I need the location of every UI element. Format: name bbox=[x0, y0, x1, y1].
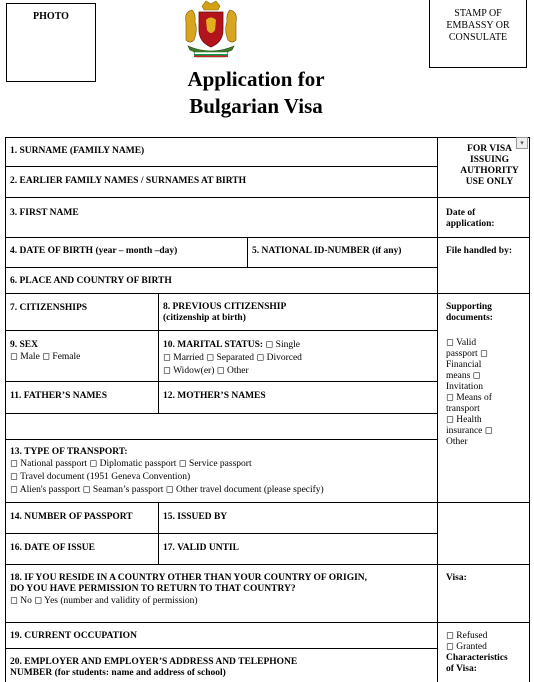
father-names-field[interactable] bbox=[5, 381, 159, 414]
marital-status-label: 10. MARITAL STATUS: bbox=[163, 340, 264, 350]
authority-line-4: USE ONLY bbox=[465, 177, 514, 187]
supporting-documents-cell[interactable] bbox=[437, 293, 530, 503]
granted-option[interactable]: ◻ Granted bbox=[446, 642, 487, 652]
sex-field[interactable] bbox=[5, 330, 159, 382]
valid-until-field[interactable] bbox=[158, 533, 438, 565]
supporting-document-line: insurance ◻ bbox=[446, 426, 493, 436]
supporting-document-line: Financial bbox=[446, 360, 482, 370]
visa-label: Visa: bbox=[446, 573, 467, 583]
supporting-document-line: means ◻ bbox=[446, 371, 481, 381]
supporting-document-line: passport ◻ bbox=[446, 349, 488, 359]
place-of-birth-field[interactable] bbox=[5, 267, 438, 294]
previous-citizenship-sub: (citizenship at birth) bbox=[163, 313, 246, 323]
date-of-application-cell[interactable] bbox=[437, 197, 530, 238]
chevron-down-icon[interactable]: ▾ bbox=[516, 137, 528, 149]
page-title bbox=[150, 66, 362, 120]
supporting-document-line: ◻ Health bbox=[446, 415, 482, 425]
passport-number-label: 14. NUMBER OF PASSPORT bbox=[10, 512, 133, 522]
transport-options-row3[interactable]: ◻ Alien's passport ◻ Seaman’s passport ◻ Other travel document (please specify) bbox=[10, 485, 324, 495]
transport-type-label: 13. TYPE OF TRANSPORT: bbox=[10, 447, 128, 457]
first-name-label: 3. FIRST NAME bbox=[10, 208, 79, 218]
current-occupation-label: 19. CURRENT OCCUPATION bbox=[10, 631, 137, 641]
title-line-1: Application for bbox=[187, 67, 325, 91]
supporting-document-line: ◻ Means of bbox=[446, 393, 492, 403]
supporting-document-line: ◻ Valid bbox=[446, 338, 477, 348]
date-of-application-line1: Date of bbox=[446, 208, 476, 218]
mother-names-label: 12. MOTHER’S NAMES bbox=[163, 391, 266, 401]
title-line-2: Bulgarian Visa bbox=[189, 94, 323, 118]
authority-line-1: FOR VISA bbox=[467, 144, 512, 154]
national-id-field[interactable] bbox=[247, 237, 438, 268]
marital-options-row3[interactable]: ◻ Widow(er) ◻ Other bbox=[163, 366, 249, 376]
sex-label: 9. SEX bbox=[10, 340, 38, 350]
residence-question-line1: 18. IF YOU RESIDE IN A COUNTRY OTHER THAN YOUR COUNTRY OF ORIGIN, bbox=[10, 573, 368, 583]
transport-options-row1[interactable]: ◻ National passport ◻ Diplomatic passport ◻ Service passport bbox=[10, 459, 252, 469]
surname-label: 1. SURNAME (FAMILY NAME) bbox=[10, 146, 145, 156]
authority-blank-cell[interactable] bbox=[437, 502, 530, 565]
issued-by-field[interactable] bbox=[158, 502, 438, 534]
employer-label-line1: 20. EMPLOYER AND EMPLOYER’S ADDRESS AND TELEPHONE bbox=[10, 657, 298, 667]
residence-permission-field[interactable] bbox=[5, 564, 438, 623]
supporting-document-line: Invitation bbox=[446, 382, 483, 392]
photo-label: PHOTO bbox=[33, 11, 69, 22]
characteristics-line2: of Visa: bbox=[446, 664, 477, 674]
photo-box bbox=[6, 3, 96, 82]
earlier-names-label: 2. EARLIER FAMILY NAMES / SURNAMES AT BIRTH bbox=[10, 176, 246, 186]
supporting-documents-line1: Supporting bbox=[446, 302, 492, 312]
supporting-documents-line2: documents: bbox=[446, 313, 493, 323]
file-handled-label: File handled by: bbox=[446, 246, 512, 256]
supporting-document-line: Other bbox=[446, 437, 468, 447]
marital-status-field[interactable] bbox=[158, 330, 438, 382]
national-id-label: 5. NATIONAL ID-NUMBER (if any) bbox=[252, 246, 402, 256]
visa-decision-cell[interactable] bbox=[437, 622, 530, 682]
date-of-issue-label: 16. DATE OF ISSUE bbox=[10, 543, 95, 553]
father-names-label: 11. FATHER’S NAMES bbox=[10, 391, 108, 401]
mother-names-field[interactable] bbox=[158, 381, 438, 414]
residence-question-line2: DO YOU HAVE PERMISSION TO RETURN TO THAT COUNTRY? bbox=[10, 584, 296, 594]
supporting-document-line: transport bbox=[446, 404, 480, 414]
earlier-names-field[interactable] bbox=[5, 166, 438, 198]
authority-line-3: AUTHORITY bbox=[460, 166, 519, 176]
previous-citizenship-label: 8. PREVIOUS CITIZENSHIP bbox=[163, 302, 287, 312]
marital-options-row2[interactable]: ◻ Married ◻ Separated ◻ Divorced bbox=[163, 353, 302, 363]
current-occupation-field[interactable] bbox=[5, 622, 438, 649]
characteristics-line1: Characteristics bbox=[446, 653, 508, 663]
date-of-application-line2: application: bbox=[446, 219, 495, 229]
place-of-birth-label: 6. PLACE AND COUNTRY OF BIRTH bbox=[10, 276, 172, 286]
date-of-issue-field[interactable] bbox=[5, 533, 159, 565]
citizenships-label: 7. CITIZENSHIPS bbox=[10, 303, 88, 313]
refused-option[interactable]: ◻ Refused bbox=[446, 631, 488, 641]
passport-number-field[interactable] bbox=[5, 502, 159, 534]
bulgarian-coat-of-arms-icon bbox=[182, 0, 240, 60]
dob-label: 4. DATE OF BIRTH (year – month –day) bbox=[10, 246, 178, 256]
sex-options[interactable]: ◻ Male ◻ Female bbox=[10, 352, 81, 362]
dob-field[interactable] bbox=[5, 237, 248, 268]
employer-field[interactable] bbox=[5, 648, 438, 682]
visa-cell[interactable] bbox=[437, 564, 530, 623]
marital-option-single[interactable]: ◻ Single bbox=[265, 340, 300, 350]
first-name-field[interactable] bbox=[5, 197, 438, 238]
previous-citizenship-field[interactable] bbox=[158, 293, 438, 331]
supporting-documents-list[interactable] bbox=[446, 338, 525, 448]
employer-label-line2: NUMBER (for students: name and address of school) bbox=[10, 668, 226, 678]
residence-options[interactable]: ◻ No ◻ Yes (number and validity of permission) bbox=[10, 596, 198, 606]
transport-options-row2[interactable]: ◻ Travel document (1951 Geneva Convention) bbox=[10, 472, 191, 482]
stamp-box bbox=[429, 0, 527, 68]
citizenships-field[interactable] bbox=[5, 293, 159, 331]
file-handled-cell[interactable] bbox=[437, 237, 530, 294]
transport-type-field[interactable] bbox=[5, 439, 438, 503]
issued-by-label: 15. ISSUED BY bbox=[163, 512, 228, 522]
surname-field[interactable] bbox=[5, 137, 438, 167]
valid-until-label: 17. VALID UNTIL bbox=[163, 543, 239, 553]
blank-row[interactable] bbox=[5, 413, 438, 440]
authority-line-2: ISSUING bbox=[469, 155, 510, 165]
stamp-label: STAMP OF EMBASSY OR CONSULATE bbox=[446, 8, 510, 43]
